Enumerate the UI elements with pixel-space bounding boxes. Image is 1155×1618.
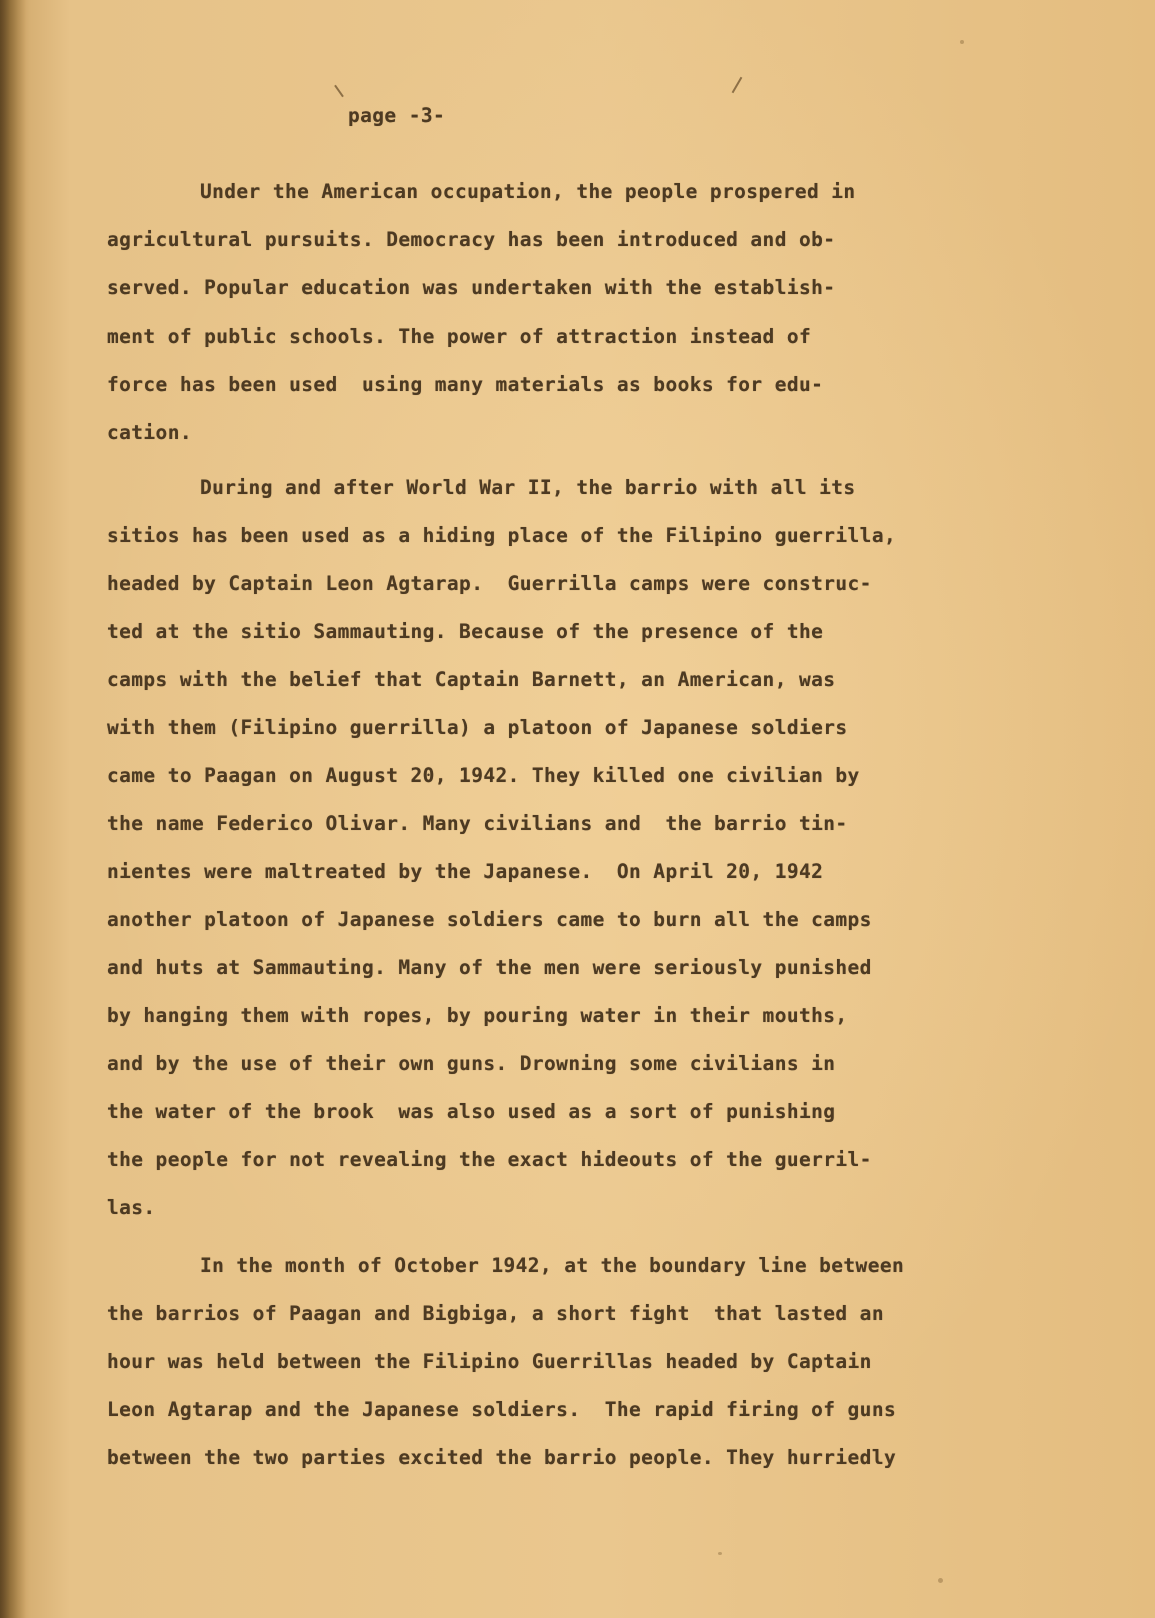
paragraph-2-line-13: and by the use of their own guns. Drowning some civilians in bbox=[107, 1052, 836, 1075]
paragraph-2-line-6: with them (Filipino guerrilla) a platoon of Japanese soldiers bbox=[107, 716, 848, 739]
paragraph-2-line-5: camps with the belief that Captain Barnett, an American, was bbox=[107, 668, 836, 691]
paragraph-3-line-3: hour was held between the Filipino Guerrillas headed by Captain bbox=[107, 1350, 872, 1373]
paragraph-2-line-7: came to Paagan on August 20, 1942. They killed one civilian by bbox=[107, 764, 860, 787]
paragraph-2-line-3: headed by Captain Leon Agtarap. Guerrilla camps were construc- bbox=[107, 572, 872, 595]
ink-speck bbox=[960, 40, 964, 44]
paragraph-2-line-15: the people for not revealing the exact hideouts of the guerril- bbox=[107, 1148, 872, 1171]
paragraph-3-line-5: between the two parties excited the barrio people. They hurriedly bbox=[107, 1446, 897, 1469]
book-spine-shadow bbox=[0, 0, 26, 1618]
paragraph-3-line-1: In the month of October 1942, at the boundary line between bbox=[200, 1254, 905, 1277]
paragraph-1-line-1: Under the American occupation, the people prospered in bbox=[200, 180, 856, 203]
pencil-mark bbox=[334, 85, 344, 98]
paragraph-1-line-5: force has been used using many materials as books for edu- bbox=[107, 373, 824, 396]
paragraph-1-line-6: cation. bbox=[107, 421, 192, 444]
paragraph-2-line-2: sitios has been used as a hiding place of the Filipino guerrilla, bbox=[107, 524, 897, 547]
paragraph-1-line-4: ment of public schools. The power of attraction instead of bbox=[107, 325, 812, 348]
paragraph-2-line-4: ted at the sitio Sammauting. Because of the presence of the bbox=[107, 620, 824, 643]
paragraph-2-line-9: nientes were maltreated by the Japanese. On April 20, 1942 bbox=[107, 860, 824, 883]
page-number: page -3- bbox=[348, 104, 446, 127]
paragraph-2-line-1: During and after World War II, the barrio with all its bbox=[200, 476, 856, 499]
ink-speck bbox=[938, 1578, 943, 1583]
paragraph-2-line-14: the water of the brook was also used as a sort of punishing bbox=[107, 1100, 836, 1123]
paragraph-2-line-16: las. bbox=[107, 1196, 156, 1219]
paragraph-2-line-8: the name Federico Olivar. Many civilians and the barrio tin- bbox=[107, 812, 848, 835]
paragraph-2-line-12: by hanging them with ropes, by pouring water in their mouths, bbox=[107, 1004, 848, 1027]
paragraph-2-line-11: and huts at Sammauting. Many of the men were seriously punished bbox=[107, 956, 872, 979]
paragraph-1-line-2: agricultural pursuits. Democracy has been introduced and ob- bbox=[107, 228, 836, 251]
ink-speck bbox=[718, 1552, 722, 1555]
paragraph-2-line-10: another platoon of Japanese soldiers came to burn all the camps bbox=[107, 908, 872, 931]
pencil-mark bbox=[732, 77, 743, 94]
paragraph-1-line-3: served. Popular education was undertaken with the establish- bbox=[107, 276, 836, 299]
paragraph-3-line-4: Leon Agtarap and the Japanese soldiers. The rapid firing of guns bbox=[107, 1398, 897, 1421]
paragraph-3-line-2: the barrios of Paagan and Bigbiga, a short fight that lasted an bbox=[107, 1302, 884, 1325]
